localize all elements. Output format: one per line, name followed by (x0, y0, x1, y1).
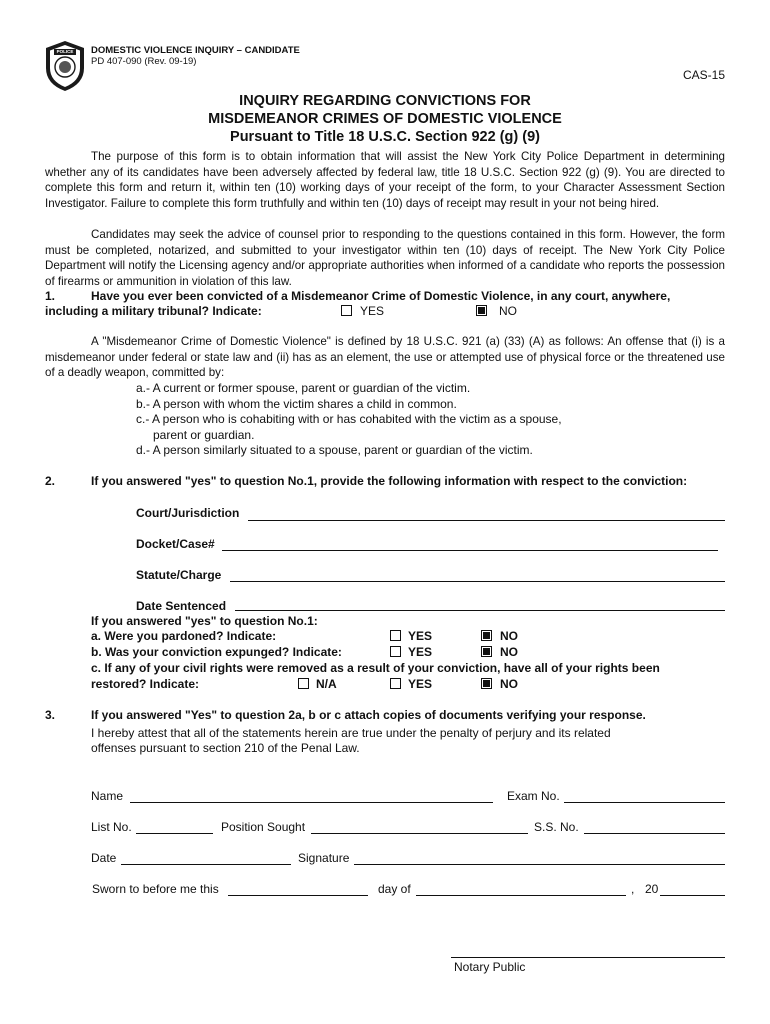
statute-input-line[interactable] (230, 581, 725, 582)
date-sentenced-input-line[interactable] (235, 610, 725, 611)
list-no-input-line[interactable] (136, 833, 213, 834)
court-input-line[interactable] (248, 520, 725, 521)
q2b-no-checkbox[interactable] (481, 646, 492, 657)
q1-yes-label: YES (360, 304, 385, 318)
q1-text-line-2: including a military tribunal? Indicate: (45, 304, 262, 318)
police-seal-icon (44, 40, 86, 92)
intro-paragraph-2: Candidates may seek the advice of counsel prior to responding to the questions contained in this form. However, the form must be completed, notarized, and submitted to your investigator within ten (10) days of receipt. The New York City Police Department will notify the Licensing agency and/or appropriate authorities when informed of a candidate who reports the possession of firearms or ammunition in violation of this law. (45, 228, 725, 288)
attestation-line-2: offenses pursuant to section 210 of the Penal Law. (91, 741, 360, 755)
court-label: Court/Jurisdiction (136, 506, 240, 520)
q1-number: 1. (45, 289, 56, 303)
day-of-label: day of (378, 882, 411, 896)
docket-label: Docket/Case# (136, 537, 215, 551)
q2b-no-label: NO (500, 645, 518, 659)
intro-paragraph-1: The purpose of this form is to obtain information that will assist the New York City Police Department in determining whether any of its candidates have been adversely affected by federal law, title 18 U.S.C. Section 922 (g) (9). You are directed to complete this form and return it, within ten (10) working days of your receipt of the form, to your Character Assessment Section Investigator. Failure to complete this form truthfully and within ten (10) days of receipt may result in your not being hired. (45, 150, 725, 210)
list-no-label: List No. (91, 820, 132, 834)
q2c-yes-checkbox[interactable] (390, 678, 401, 689)
q2c-no-label: NO (500, 677, 518, 691)
exam-no-label: Exam No. (507, 789, 560, 803)
sworn-label: Sworn to before me this (92, 882, 219, 896)
q2a-no-label: NO (500, 629, 518, 643)
definition-item-b: b.- A person with whom the victim shares a child in common. (136, 397, 457, 411)
form-name: DOMESTIC VIOLENCE INQUIRY – CANDIDATE (91, 45, 300, 56)
date-input-line[interactable] (121, 864, 291, 865)
q3-text: If you answered "Yes" to question 2a, b or c attach copies of documents verifying your response. (91, 708, 646, 722)
q2-text: If you answered "yes" to question No.1, provide the following information with respect to the conviction: (91, 474, 688, 488)
q1-yes-checkbox[interactable] (341, 305, 352, 316)
position-sought-label: Position Sought (221, 820, 306, 834)
exam-no-input-line[interactable] (564, 802, 725, 803)
q2a-text: a. Were you pardoned? Indicate: (91, 629, 277, 643)
notary-public-label: Notary Public (454, 960, 526, 974)
definition-item-c-cont: parent or guardian. (153, 428, 255, 442)
signature-input-line[interactable] (354, 864, 725, 865)
date-sentenced-label: Date Sentenced (136, 599, 227, 613)
q2a-yes-label: YES (408, 629, 433, 643)
name-label: Name (91, 789, 124, 803)
definition-item-c: c.- A person who is cohabiting with or has cohabited with the victim as a spouse, (136, 412, 562, 426)
title-line-1: INQUIRY REGARDING CONVICTIONS FOR (239, 93, 531, 109)
q2c-na-checkbox[interactable] (298, 678, 309, 689)
q2c-na-label: N/A (316, 677, 337, 691)
title-line-3: Pursuant to Title 18 U.S.C. Section 922 (g) (9) (230, 129, 540, 145)
q3-number: 3. (45, 708, 56, 722)
q1-no-checkbox[interactable] (476, 305, 487, 316)
q1-text-line-1: Have you ever been convicted of a Misdemeanor Crime of Domestic Violence, in any court, anywhere, (91, 289, 671, 303)
q2b-text: b. Was your conviction expunged? Indicate: (91, 645, 342, 659)
ss-no-label: S.S. No. (534, 820, 579, 834)
date-label: Date (91, 851, 117, 865)
q2b-yes-checkbox[interactable] (390, 646, 401, 657)
q2c-text-line-1: c. If any of your civil rights were removed as a result of your conviction, have all of your rights been (91, 661, 660, 675)
year-prefix: 20 (645, 882, 659, 896)
ss-no-input-line[interactable] (584, 833, 725, 834)
q1-no-label: NO (499, 304, 517, 318)
q2a-yes-checkbox[interactable] (390, 630, 401, 641)
q2-sub-heading: If you answered "yes" to question No.1: (91, 614, 318, 628)
definition-paragraph: A "Misdemeanor Crime of Domestic Violence" is defined by 18 U.S.C. 921 (a) (33) (A) as follows: An offense that (i) is a misdemeanor under federal or state law and (ii) has as an element, the use or attempted use of physical force or the threatened use of a deadly weapon, committed by: (45, 335, 725, 380)
q2c-no-checkbox[interactable] (481, 678, 492, 689)
definition-item-a: a.- A current or former spouse, parent or guardian of the victim. (136, 381, 471, 395)
form-code: CAS-15 (683, 68, 726, 82)
title-line-2: MISDEMEANOR CRIMES OF DOMESTIC VIOLENCE (208, 111, 562, 127)
docket-input-line[interactable] (222, 550, 718, 551)
year-input-line[interactable] (660, 895, 725, 896)
attestation-line-1: I hereby attest that all of the statements herein are true under the penalty of perjury and its related (91, 726, 611, 740)
q2-number: 2. (45, 474, 56, 488)
q2c-text-line-2: restored? Indicate: (91, 677, 200, 691)
statute-label: Statute/Charge (136, 568, 222, 582)
q2c-yes-label: YES (408, 677, 433, 691)
signature-label: Signature (298, 851, 350, 865)
comma-text: , (631, 882, 635, 896)
q2a-no-checkbox[interactable] (481, 630, 492, 641)
seal-text: POLICE (56, 49, 74, 54)
form-number: PD 407-090 (Rev. 09-19) (91, 56, 197, 67)
sworn-day-input-line[interactable] (228, 895, 368, 896)
definition-item-d: d.- A person similarly situated to a spouse, parent or guardian of the victim. (136, 443, 533, 457)
sworn-month-input-line[interactable] (416, 895, 626, 896)
position-sought-input-line[interactable] (311, 833, 528, 834)
name-input-line[interactable] (130, 802, 493, 803)
notary-signature-line[interactable] (451, 957, 725, 958)
q2b-yes-label: YES (408, 645, 433, 659)
